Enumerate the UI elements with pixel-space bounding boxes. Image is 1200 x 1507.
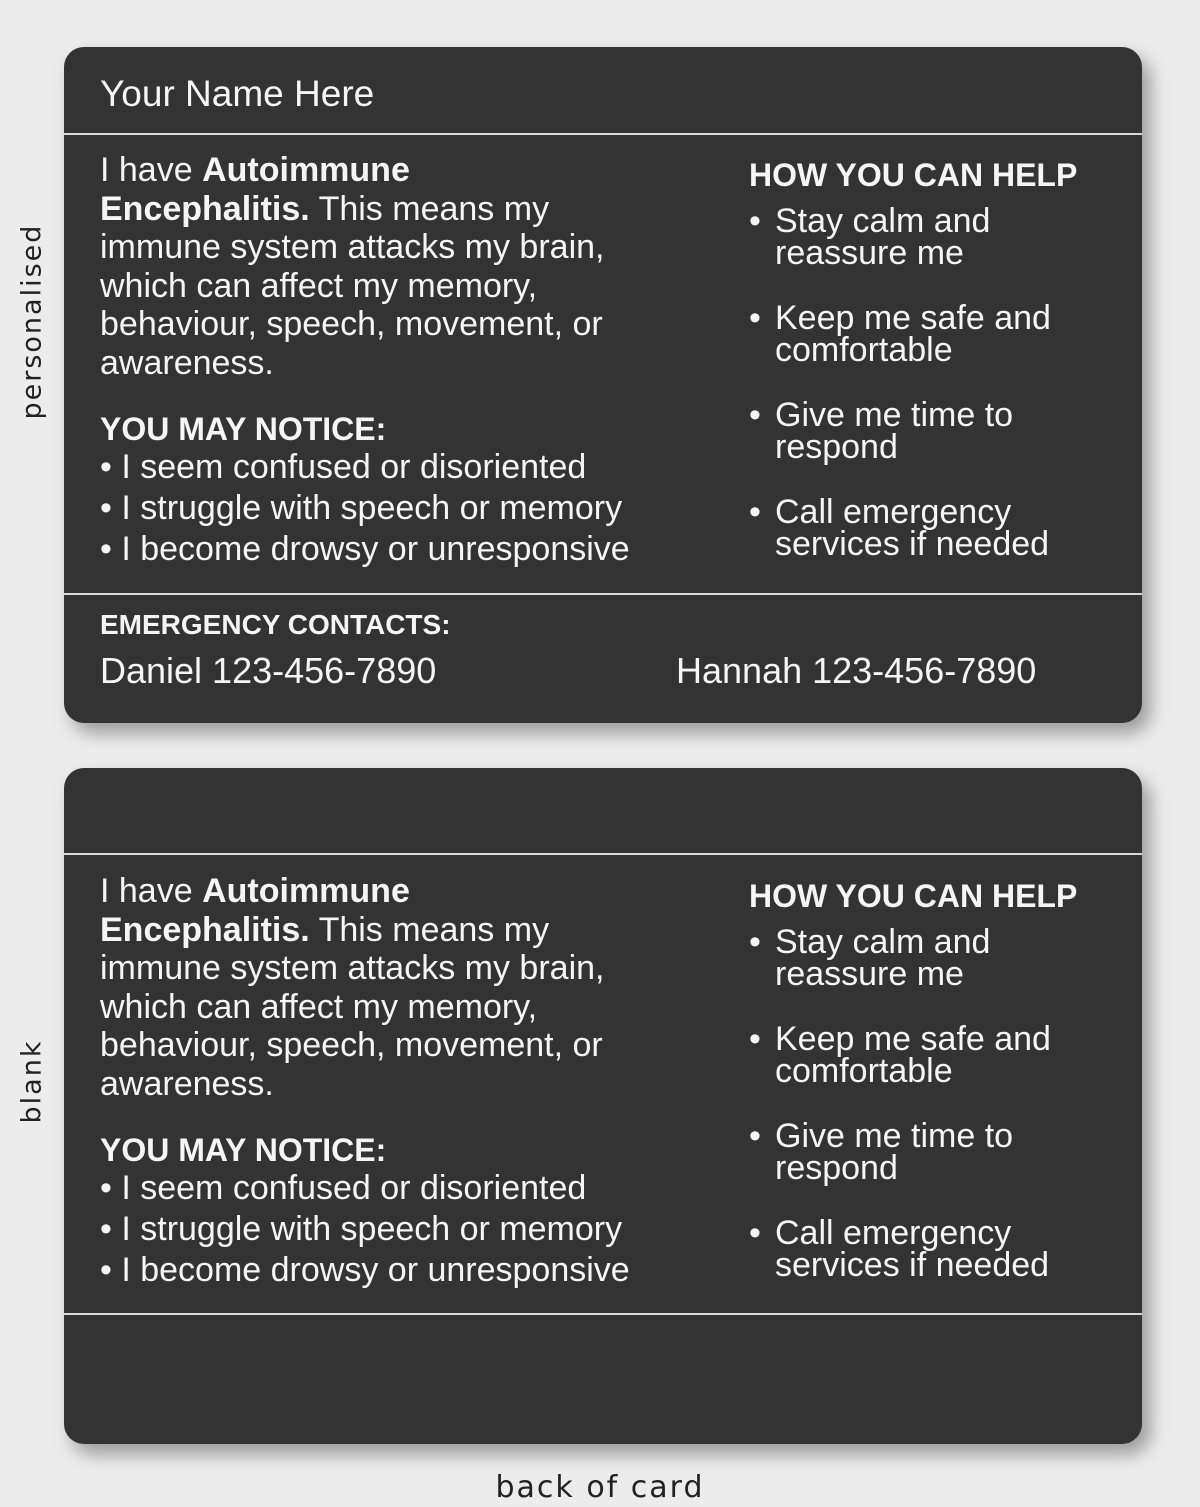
back-of-card-label: back of card — [495, 1470, 705, 1505]
list-item: • Call emergency services if needed — [749, 496, 1115, 561]
help-list — [749, 923, 1115, 1314]
intro-prefix: I have — [100, 872, 203, 910]
emergency-contact-2: Hannah 123-456-7890 — [676, 650, 1037, 691]
label-personalised: personalised — [16, 223, 48, 420]
notice-list — [100, 447, 630, 570]
intro-suffix: This means my immune system attacks my brain, which can affect my memory, behaviour, speech, movement, or awareness. — [100, 910, 605, 1103]
label-blank: blank — [16, 1039, 48, 1124]
notice-list — [100, 1168, 630, 1291]
list-item: • Keep me safe and comfortable — [749, 1023, 1115, 1088]
card-blank — [64, 768, 1142, 1444]
bottom-divider — [64, 1313, 1142, 1315]
list-item: • Give me time to respond — [749, 399, 1115, 464]
condition-description — [100, 151, 620, 382]
list-item: • Stay calm and reassure me — [749, 926, 1115, 991]
list-item: • Keep me safe and comfortable — [749, 302, 1115, 367]
top-divider — [64, 133, 1142, 135]
intro-prefix: I have — [100, 151, 203, 189]
condition-name: Autoimmune Encephalitis. — [100, 872, 410, 949]
list-item: • I become drowsy or unresponsive — [100, 530, 630, 568]
list-item: • Call emergency services if needed — [749, 1217, 1115, 1282]
list-item: • Stay calm and reassure me — [749, 205, 1115, 270]
list-item: • I struggle with speech or memory — [100, 489, 623, 527]
list-item: • I become drowsy or unresponsive — [100, 1251, 630, 1289]
bottom-divider — [64, 593, 1142, 595]
card-name: Your Name Here — [100, 73, 375, 114]
list-item: • I seem confused or disoriented — [100, 1169, 587, 1207]
list-item: • I struggle with speech or memory — [100, 1210, 623, 1248]
help-list — [749, 202, 1115, 593]
help-title: HOW YOU CAN HELP — [749, 878, 1078, 914]
top-divider — [64, 853, 1142, 855]
emergency-contacts-title: EMERGENCY CONTACTS: — [100, 609, 451, 640]
list-item: • Give me time to respond — [749, 1120, 1115, 1185]
condition-name: Autoimmune Encephalitis. — [100, 151, 410, 228]
notice-title: YOU MAY NOTICE: — [100, 411, 387, 447]
intro-suffix: This means my immune system attacks my brain, which can affect my memory, behaviour, speech, movement, or awareness. — [100, 189, 605, 382]
help-title: HOW YOU CAN HELP — [749, 157, 1078, 193]
card-personalised — [64, 47, 1142, 723]
list-item: • I seem confused or disoriented — [100, 448, 587, 486]
condition-description — [100, 872, 620, 1103]
emergency-contact-1: Daniel 123-456-7890 — [100, 650, 437, 691]
notice-title: YOU MAY NOTICE: — [100, 1132, 387, 1168]
